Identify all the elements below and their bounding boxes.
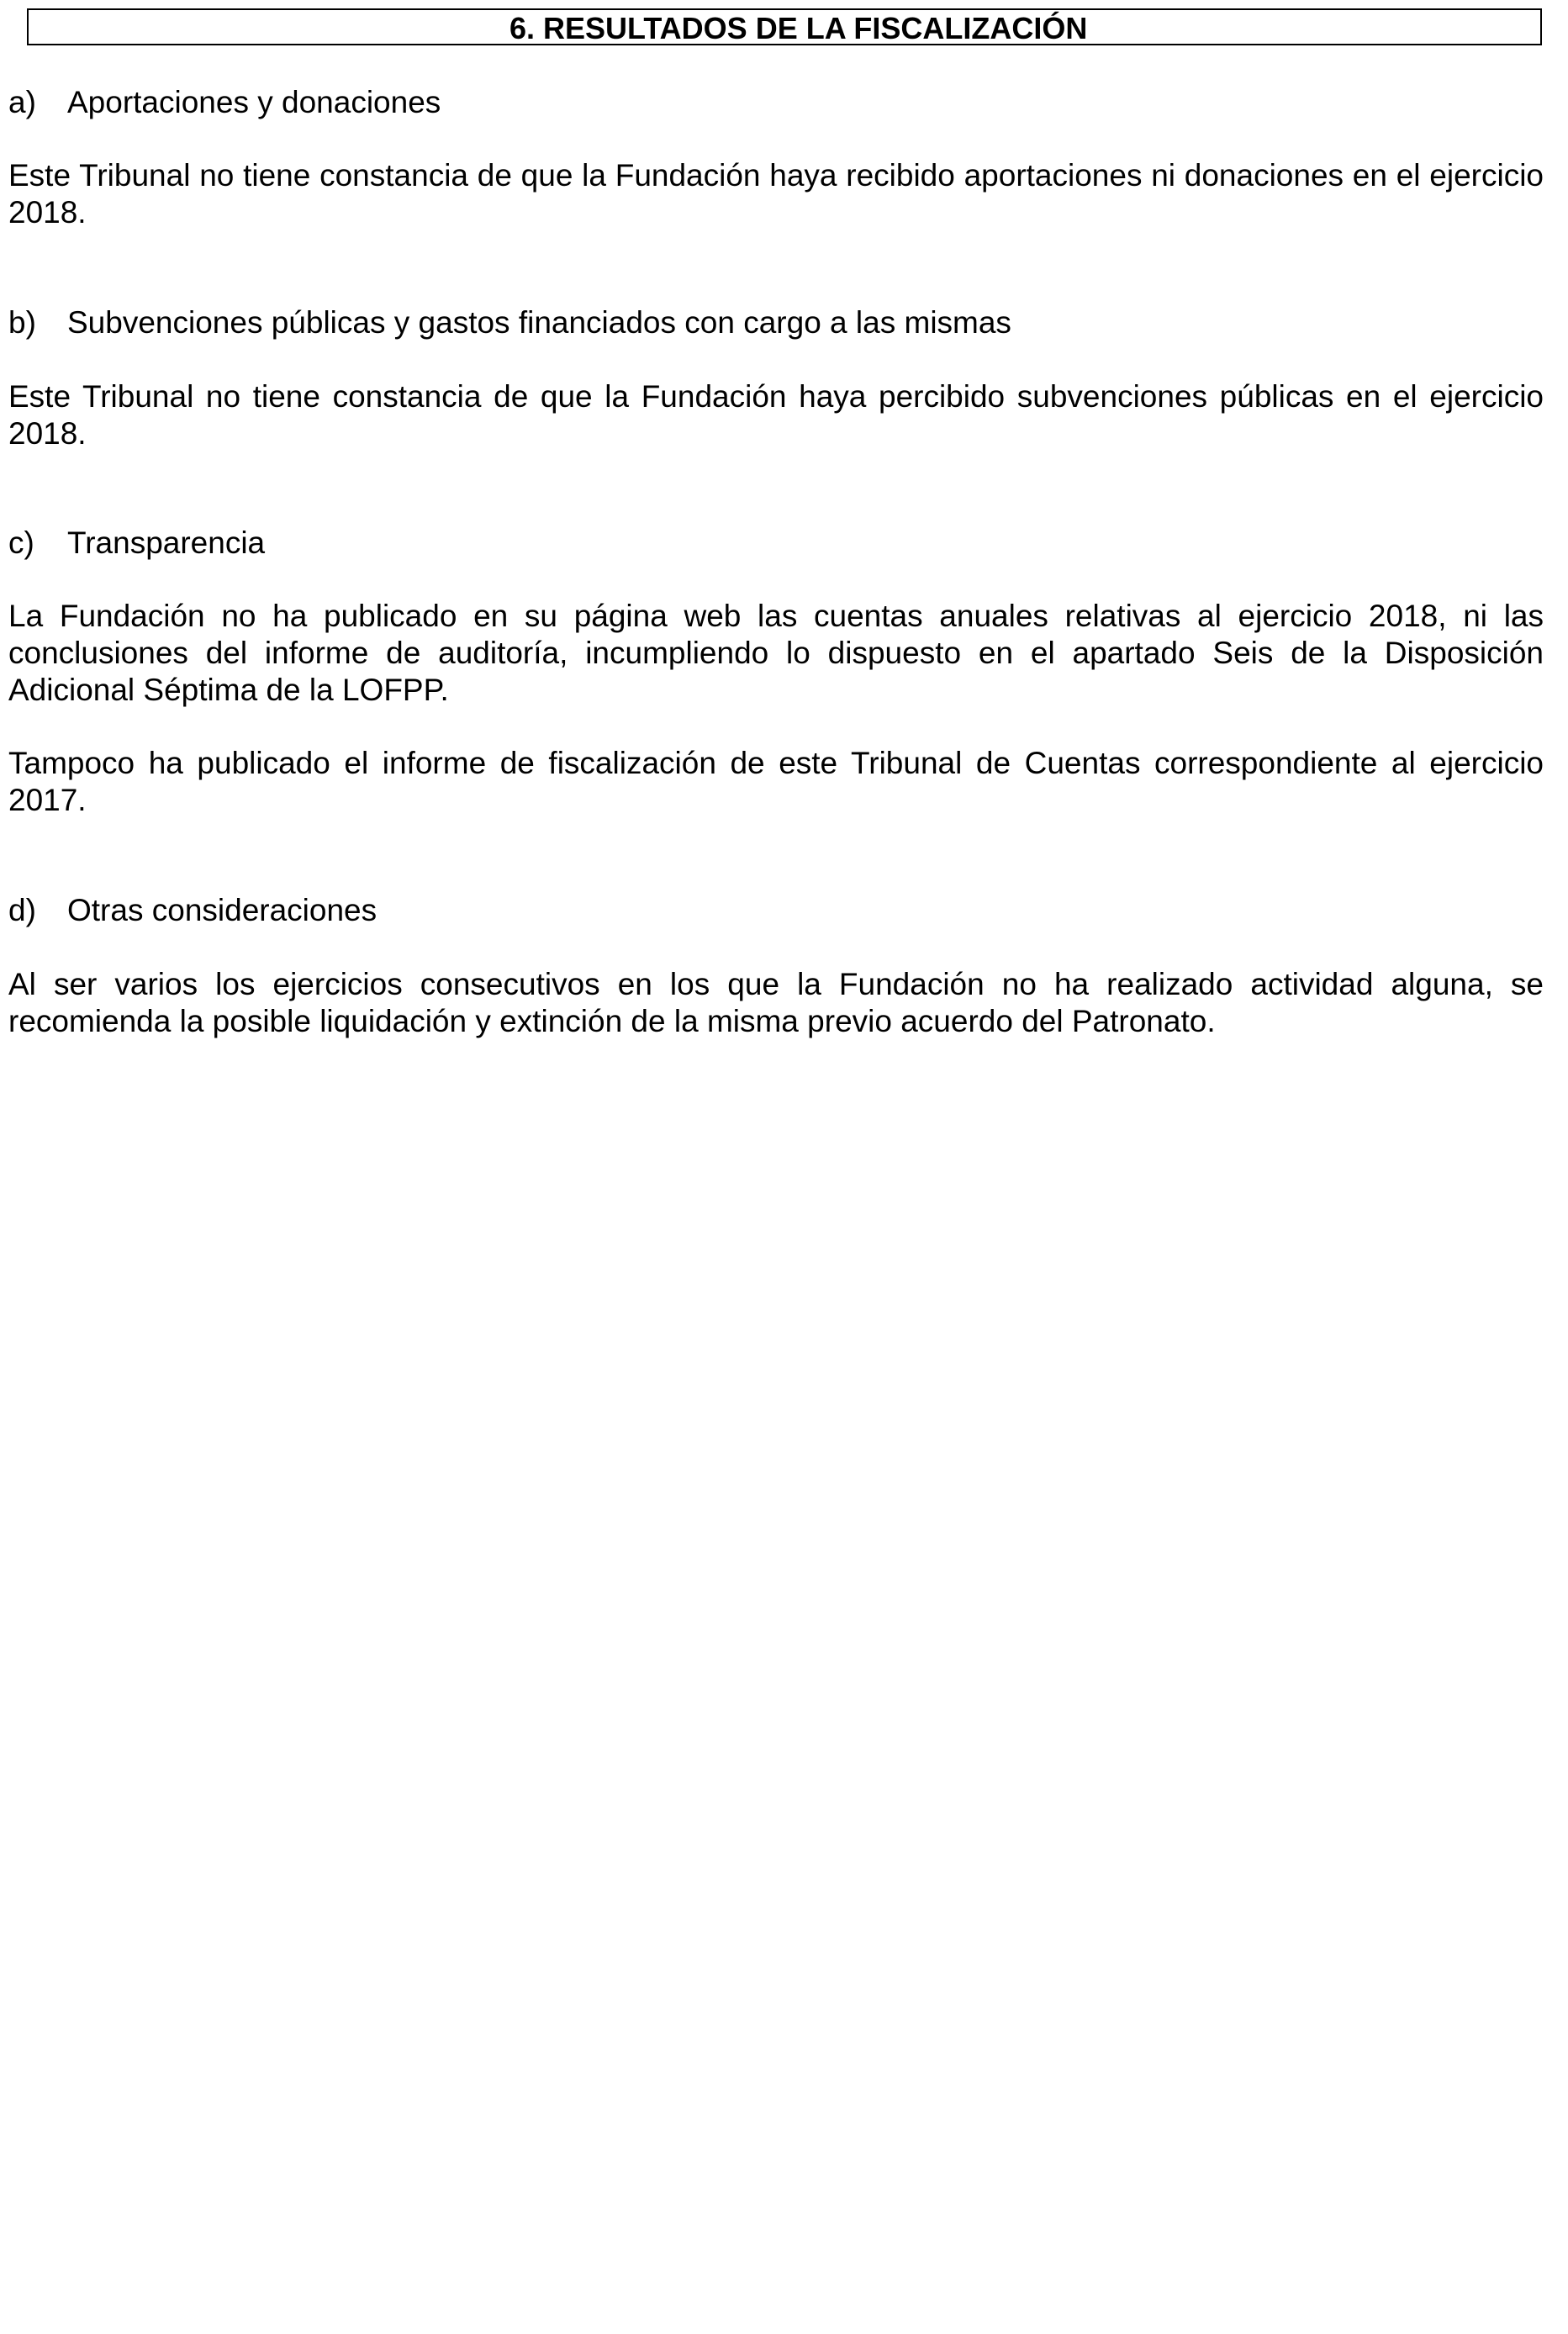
section-heading-text: Subvenciones públicas y gastos financiados con cargo a las mismas: [67, 305, 1011, 340]
section-heading-a: [8, 84, 441, 121]
section-heading-c: [8, 525, 265, 562]
section-heading-d: [8, 892, 377, 929]
section-heading-text: Aportaciones y donaciones: [67, 85, 441, 119]
section-letter: d): [8, 893, 36, 927]
section-title-box: [27, 8, 1542, 45]
section-letter: b): [8, 305, 36, 340]
paragraph-a-1: Este Tribunal no tiene constancia de que la Fundación haya recibido aportaciones ni donaciones en el ejercicio 2018.: [8, 158, 1544, 230]
section-letter: a): [8, 85, 36, 119]
section-heading-b: [8, 304, 1011, 341]
paragraph-c-1: La Fundación no ha publicado en su página web las cuentas anuales relativas al ejercicio 2018, ni las conclusiones del informe de auditoría, incumpliendo lo dispuesto en el apartado Seis de la Disposición Adicional Séptima de la LOFPP.: [8, 599, 1544, 707]
section-title: 6. RESULTADOS DE LA FISCALIZACIÓN: [509, 11, 1088, 45]
section-heading-text: Transparencia: [67, 525, 266, 560]
paragraph-d-1: Al ser varios los ejercicios consecutivos en los que la Fundación no ha realizado actividad alguna, se recomienda la posible liquidación y extinción de la misma previo acuerdo del Patronato.: [8, 967, 1544, 1038]
section-letter: c): [8, 525, 34, 560]
section-heading-text: Otras consideraciones: [67, 893, 377, 927]
paragraph-c-2: Tampoco ha publicado el informe de fiscalización de este Tribunal de Cuentas correspondiente al ejercicio 2017.: [8, 746, 1544, 817]
paragraph-b-1: Este Tribunal no tiene constancia de que la Fundación haya percibido subvenciones públicas en el ejercicio 2018.: [8, 379, 1544, 451]
